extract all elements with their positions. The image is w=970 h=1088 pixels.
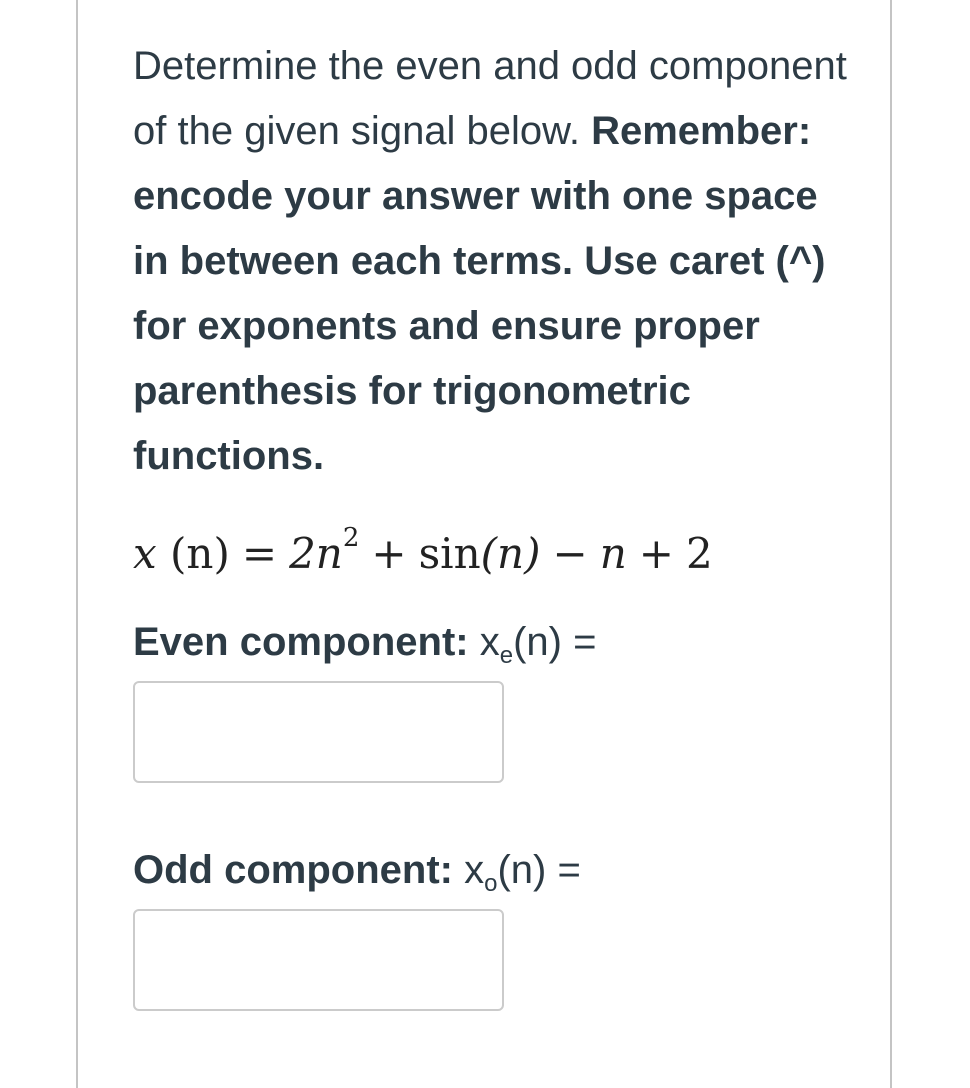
equation-sin-function: sin [418, 529, 481, 578]
odd-label-base: x [464, 848, 485, 892]
equation-lhs-var: x [133, 529, 157, 578]
equation-plus-1: + [371, 529, 407, 578]
even-label-tail: (n) = [513, 620, 597, 664]
odd-label-sub: o [484, 870, 498, 897]
odd-label-tail: (n) = [497, 848, 581, 892]
odd-label-bold: Odd component: [133, 848, 453, 892]
equation-equals: = [241, 529, 278, 578]
equation-sin-arg: (n) [480, 529, 541, 578]
odd-component-input[interactable] [133, 909, 504, 1011]
even-component-input[interactable] [133, 681, 504, 783]
signal-equation [133, 523, 893, 589]
odd-component-label [133, 847, 893, 897]
equation-minus: − [552, 529, 588, 578]
equation-term1-exponent: 2 [342, 523, 360, 553]
question-intro: Determine the even and odd component of the given signal below. [133, 44, 847, 153]
equation-lhs-arg: (n) [170, 529, 230, 578]
equation-term4: 2 [685, 529, 713, 578]
question-text [133, 34, 853, 489]
question-content [133, 34, 893, 1011]
even-component-label [133, 619, 893, 669]
even-label-bold: Even component: [133, 620, 469, 664]
even-label-base: x [479, 620, 500, 664]
even-label-sub: e [499, 642, 514, 669]
question-instructions: Remember: encode your answer with one space in between each terms. Use caret (^) for exponents and ensure proper parenthesis for trigonometric functions. [133, 109, 826, 478]
equation-plus-2: + [638, 529, 674, 578]
equation-term1: 2n [289, 529, 343, 578]
equation-term3: n [599, 529, 627, 578]
